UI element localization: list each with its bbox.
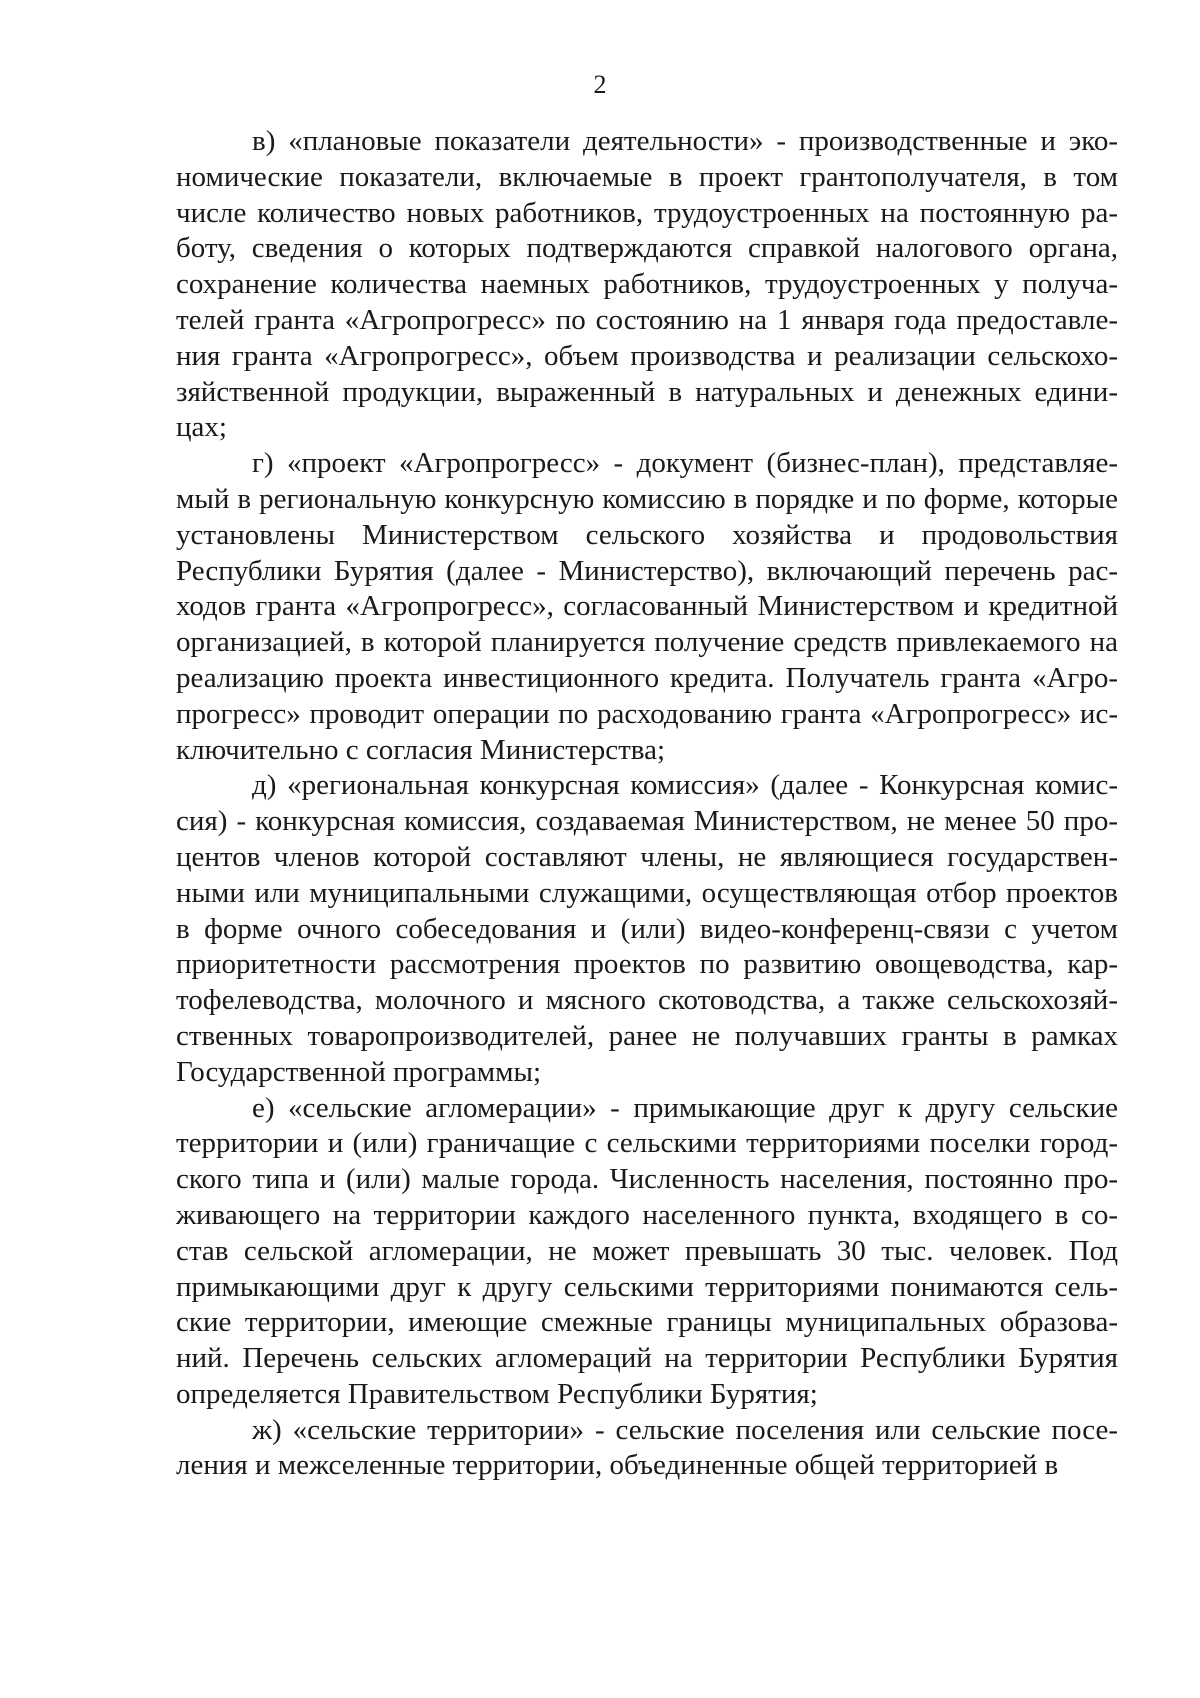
paragraph-v: в) «плановые показатели деятельности» - производственные и экономические показатели, включаемые в проект грантополучателя, в том числе количество новых работников, трудоустроенных на постоянную работу, сведения о которых подтверждаются справкой налогового органа, сохранение количества наемных работников, трудоустроенных у получателей гранта «Агропрогресс» по состоянию на 1 января года предоставления гранта «Агропрогресс», объем производства и реализации сельскохозяйственной продукции, выраженный в натуральных и денежных единицах; bbox=[176, 125, 1118, 444]
document-body bbox=[176, 124, 1118, 1484]
paragraph-g: г) «проект «Агропрогресс» - документ (бизнес-план), представляемый в региональную конкурсную комиссию в порядке и по форме, которые установлены Министерством сельского хозяйства и продовольствия Республики Бурятия (далее - Министерство), включающий перечень расходов гранта «Агропрогресс», согласованный Министерством и кредитной организацией, в которой планируется получение средств привлекаемого на реализацию проекта инвестиционного кредита. Получатель гранта «Агропрогресс» проводит операции по расходованию гранта «Агропрогресс» исключительно с согласия Министерства; bbox=[176, 447, 1118, 766]
page-number: 2 bbox=[593, 70, 607, 99]
paragraph-e: е) «сельские агломерации» - примыкающие друг к другу сельские территории и (или) граничащие с сельскими территориями поселки городского типа и (или) малые города. Численность населения, постоянно проживающего на территории каждого населенного пункта, входящего в состав сельской агломерации, не может превышать 30 тыс. человек. Под примыкающими друг к другу сельскими территориями понимаются сельские территории, имеющие смежные границы муниципальных образований. Перечень сельских агломераций на территории Республики Бурятия определяется Правительством Республики Бурятия; bbox=[176, 1091, 1118, 1410]
paragraph-zh: ж) «сельские территории» - сельские поселения или сельские поселения и межселенные территории, объединенные общей территорией в bbox=[176, 1413, 1118, 1482]
paragraph-d: д) «региональная конкурсная комиссия» (далее - Конкурсная комиссия) - конкурсная комиссия, создаваемая Министерством, не менее 50 процентов членов которой составляют члены, не являющиеся государственными или муниципальными служащими, осуществляющая отбор проектов в форме очного собеседования и (или) видео-конференц-связи с учетом приоритетности рассмотрения проектов по развитию овощеводства, картофелеводства, молочного и мясного скотоводства, а также сельскохозяйственных товаропроизводителей, ранее не получавших гранты в рамках Государственной программы; bbox=[176, 769, 1118, 1088]
